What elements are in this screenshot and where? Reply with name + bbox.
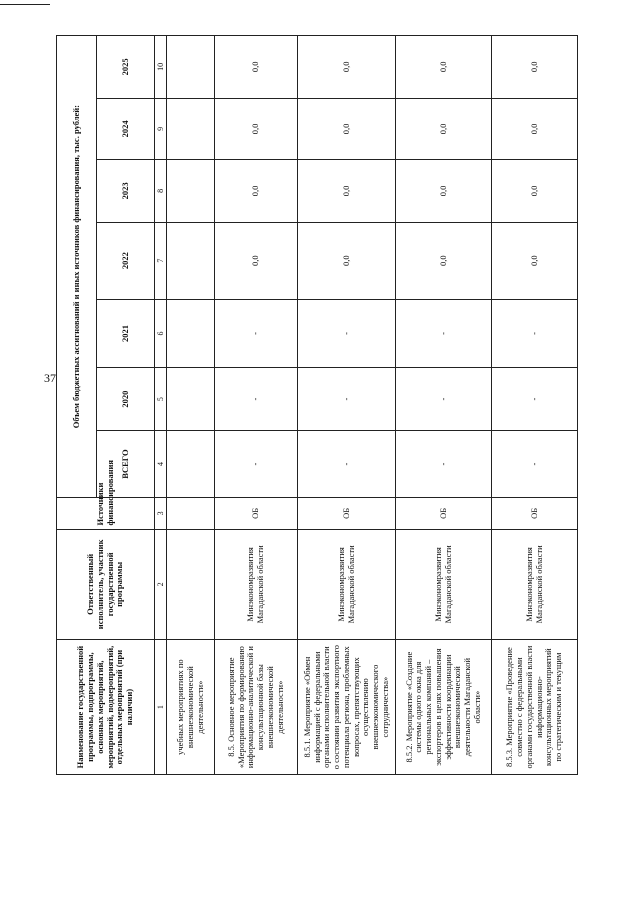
row-value: 0,0 <box>298 36 396 99</box>
rotated-table-container <box>56 35 568 775</box>
row-value: - <box>492 299 578 368</box>
row-value: 0,0 <box>298 98 396 159</box>
page-number: 37 <box>44 371 56 385</box>
header-year: 2023 <box>97 160 155 223</box>
column-number: 5 <box>155 368 167 431</box>
row-responsible: Минэкономразвития Магаданской области <box>298 529 396 640</box>
row-source: ОБ <box>215 498 298 529</box>
row-value: 0,0 <box>492 160 578 223</box>
row-source: ОБ <box>298 498 396 529</box>
header-year: 2025 <box>97 36 155 99</box>
row-responsible: Минэкономразвития Магаданской области <box>492 529 578 640</box>
table-row <box>167 36 215 775</box>
row-value: - <box>492 430 578 497</box>
header-responsible: Ответственный исполнитель, участник государственной программы <box>57 529 155 640</box>
row-value <box>167 430 215 497</box>
header-year: 2024 <box>97 98 155 159</box>
budget-table <box>56 35 578 775</box>
row-value: - <box>298 430 396 497</box>
table-row <box>396 36 492 775</box>
table-row <box>298 36 396 775</box>
row-value <box>167 222 215 299</box>
row-value <box>167 160 215 223</box>
row-name: 8.5.2. Мероприятие «Создание системы одного окна для региональных компаний – экспортеров в целях повышения эффективности координации внешнеэкономической деятельности Магаданской области» <box>396 640 492 775</box>
row-value: - <box>396 368 492 431</box>
row-value: 0,0 <box>492 36 578 99</box>
row-value: 0,0 <box>396 160 492 223</box>
row-value: - <box>492 368 578 431</box>
row-value: - <box>215 368 298 431</box>
row-value: 0,0 <box>298 222 396 299</box>
column-number: 8 <box>155 160 167 223</box>
row-value: 0,0 <box>396 98 492 159</box>
column-number: 9 <box>155 98 167 159</box>
row-name: 8.5. Основное мероприятие «Мероприятия по формированию информационно-аналитической и консультационной базы внешнеэкономической деятельности» <box>215 640 298 775</box>
row-value: - <box>396 430 492 497</box>
column-number: 3 <box>155 498 167 529</box>
column-number: 1 <box>155 640 167 775</box>
column-number: 10 <box>155 36 167 99</box>
row-value: 0,0 <box>215 98 298 159</box>
row-value: 0,0 <box>492 98 578 159</box>
row-responsible <box>167 529 215 640</box>
row-value: 0,0 <box>215 160 298 223</box>
header-total: ВСЕГО <box>97 430 155 497</box>
row-value: - <box>215 299 298 368</box>
row-value <box>167 299 215 368</box>
row-source: ОБ <box>492 498 578 529</box>
column-number: 6 <box>155 299 167 368</box>
column-number: 7 <box>155 222 167 299</box>
row-value: 0,0 <box>215 36 298 99</box>
row-value: 0,0 <box>298 160 396 223</box>
row-value: - <box>396 299 492 368</box>
row-value: 0,0 <box>396 36 492 99</box>
header-year: 2022 <box>97 222 155 299</box>
row-name: учебных мероприятиях по внешнеэкономической деятельности» <box>167 640 215 775</box>
row-value: 0,0 <box>215 222 298 299</box>
row-value: - <box>298 368 396 431</box>
header-year: 2021 <box>97 299 155 368</box>
row-responsible: Минэкономразвития Магаданской области <box>215 529 298 640</box>
header-source: Источники финансирования <box>57 498 155 529</box>
table-row <box>492 36 578 775</box>
header-year: 2020 <box>97 368 155 431</box>
row-value <box>167 36 215 99</box>
column-number: 2 <box>155 529 167 640</box>
row-value: - <box>298 299 396 368</box>
row-value <box>167 98 215 159</box>
row-name: 8.5.3. Мероприятие «Проведение совместно с федеральными органами государственной власти информационно-консультационных мероприятий по стратегическим и текущим <box>492 640 578 775</box>
table-row <box>215 36 298 775</box>
row-name: 8.5.1. Мероприятие «Обмен информацией с федеральными органами исполнительной власти о состоянии развития экспортного потенциала региона, проблемных вопросах, препятствующих осуществлению внешнеэкономического сотрудничества» <box>298 640 396 775</box>
row-value: - <box>215 430 298 497</box>
header-name: Наименование государственной программы, подпрограммы, основных мероприятий, мероприятий, подмероприятий, отдельных мероприятий (при наличии) <box>57 640 155 775</box>
row-value <box>167 368 215 431</box>
row-source: ОБ <box>396 498 492 529</box>
header-group: Объем бюджетных ассигнований и иных источников финансирования, тыс. рублей: <box>57 36 97 498</box>
top-rule <box>0 4 50 5</box>
row-responsible: Минэкономразвития Магаданской области <box>396 529 492 640</box>
row-value: 0,0 <box>492 222 578 299</box>
column-number: 4 <box>155 430 167 497</box>
row-source <box>167 498 215 529</box>
row-value: 0,0 <box>396 222 492 299</box>
